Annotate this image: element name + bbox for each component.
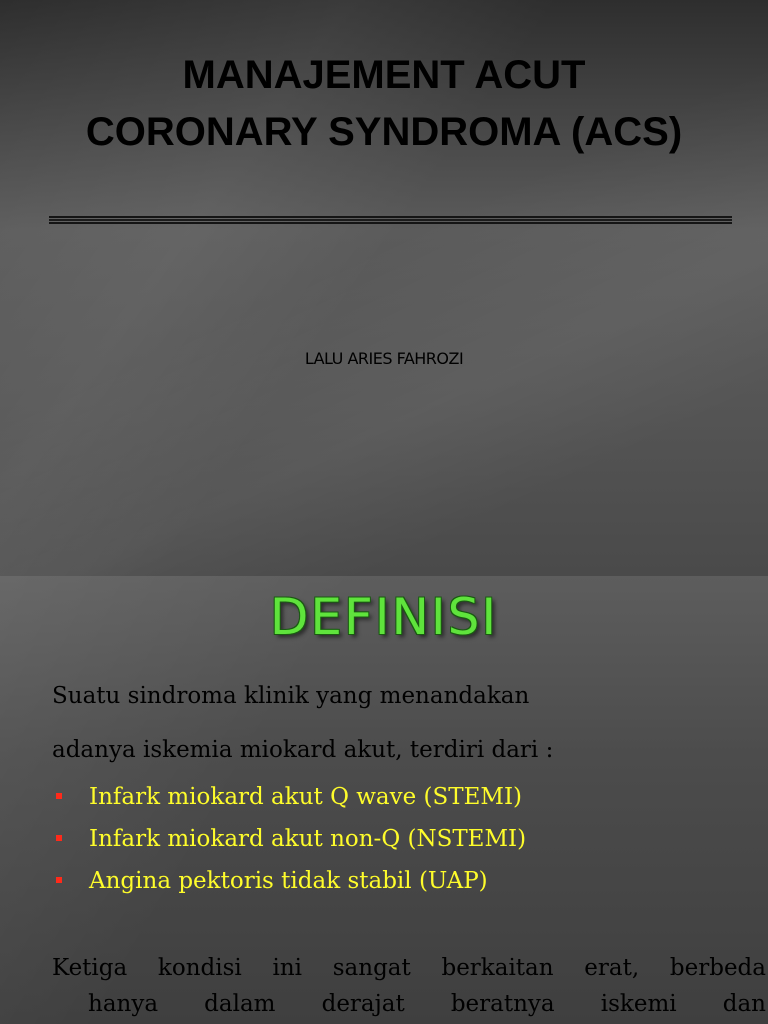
title-line-2: CORONARY SYNDROMA (ACS) [85,110,683,154]
list-item [56,861,526,903]
slide-heading: DEFINISI [269,588,499,646]
bullet-square-icon [56,793,62,799]
paragraph-line-2: hanya dalam derajat beratnya iskemi dan [88,991,766,1017]
intro-line-1: Suatu sindroma klinik yang menandakan [52,683,530,709]
title-line-1: MANAJEMENT ACUT [182,53,586,97]
bullet-list [56,777,526,903]
paragraph [52,950,766,1022]
intro-line-2: adanya iskemia miokard akut, terdiri dari : [52,737,554,763]
bullet-text: Infark miokard akut Q wave (STEMI) [89,784,523,810]
list-item [56,777,526,819]
definition-slide [0,576,768,1024]
list-item [56,819,526,861]
author-name: LALU ARIES FAHROZI [304,349,464,368]
slide-title [0,47,768,161]
bullet-square-icon [56,877,62,883]
bullet-text: Angina pektoris tidak stabil (UAP) [89,868,488,894]
double-rule-divider [49,216,732,224]
bullet-square-icon [56,835,62,841]
paragraph-line-1: Ketiga kondisi ini sangat berkaitan erat, berbeda [52,955,766,981]
bullet-text: Infark miokard akut non-Q (NSTEMI) [89,826,527,852]
